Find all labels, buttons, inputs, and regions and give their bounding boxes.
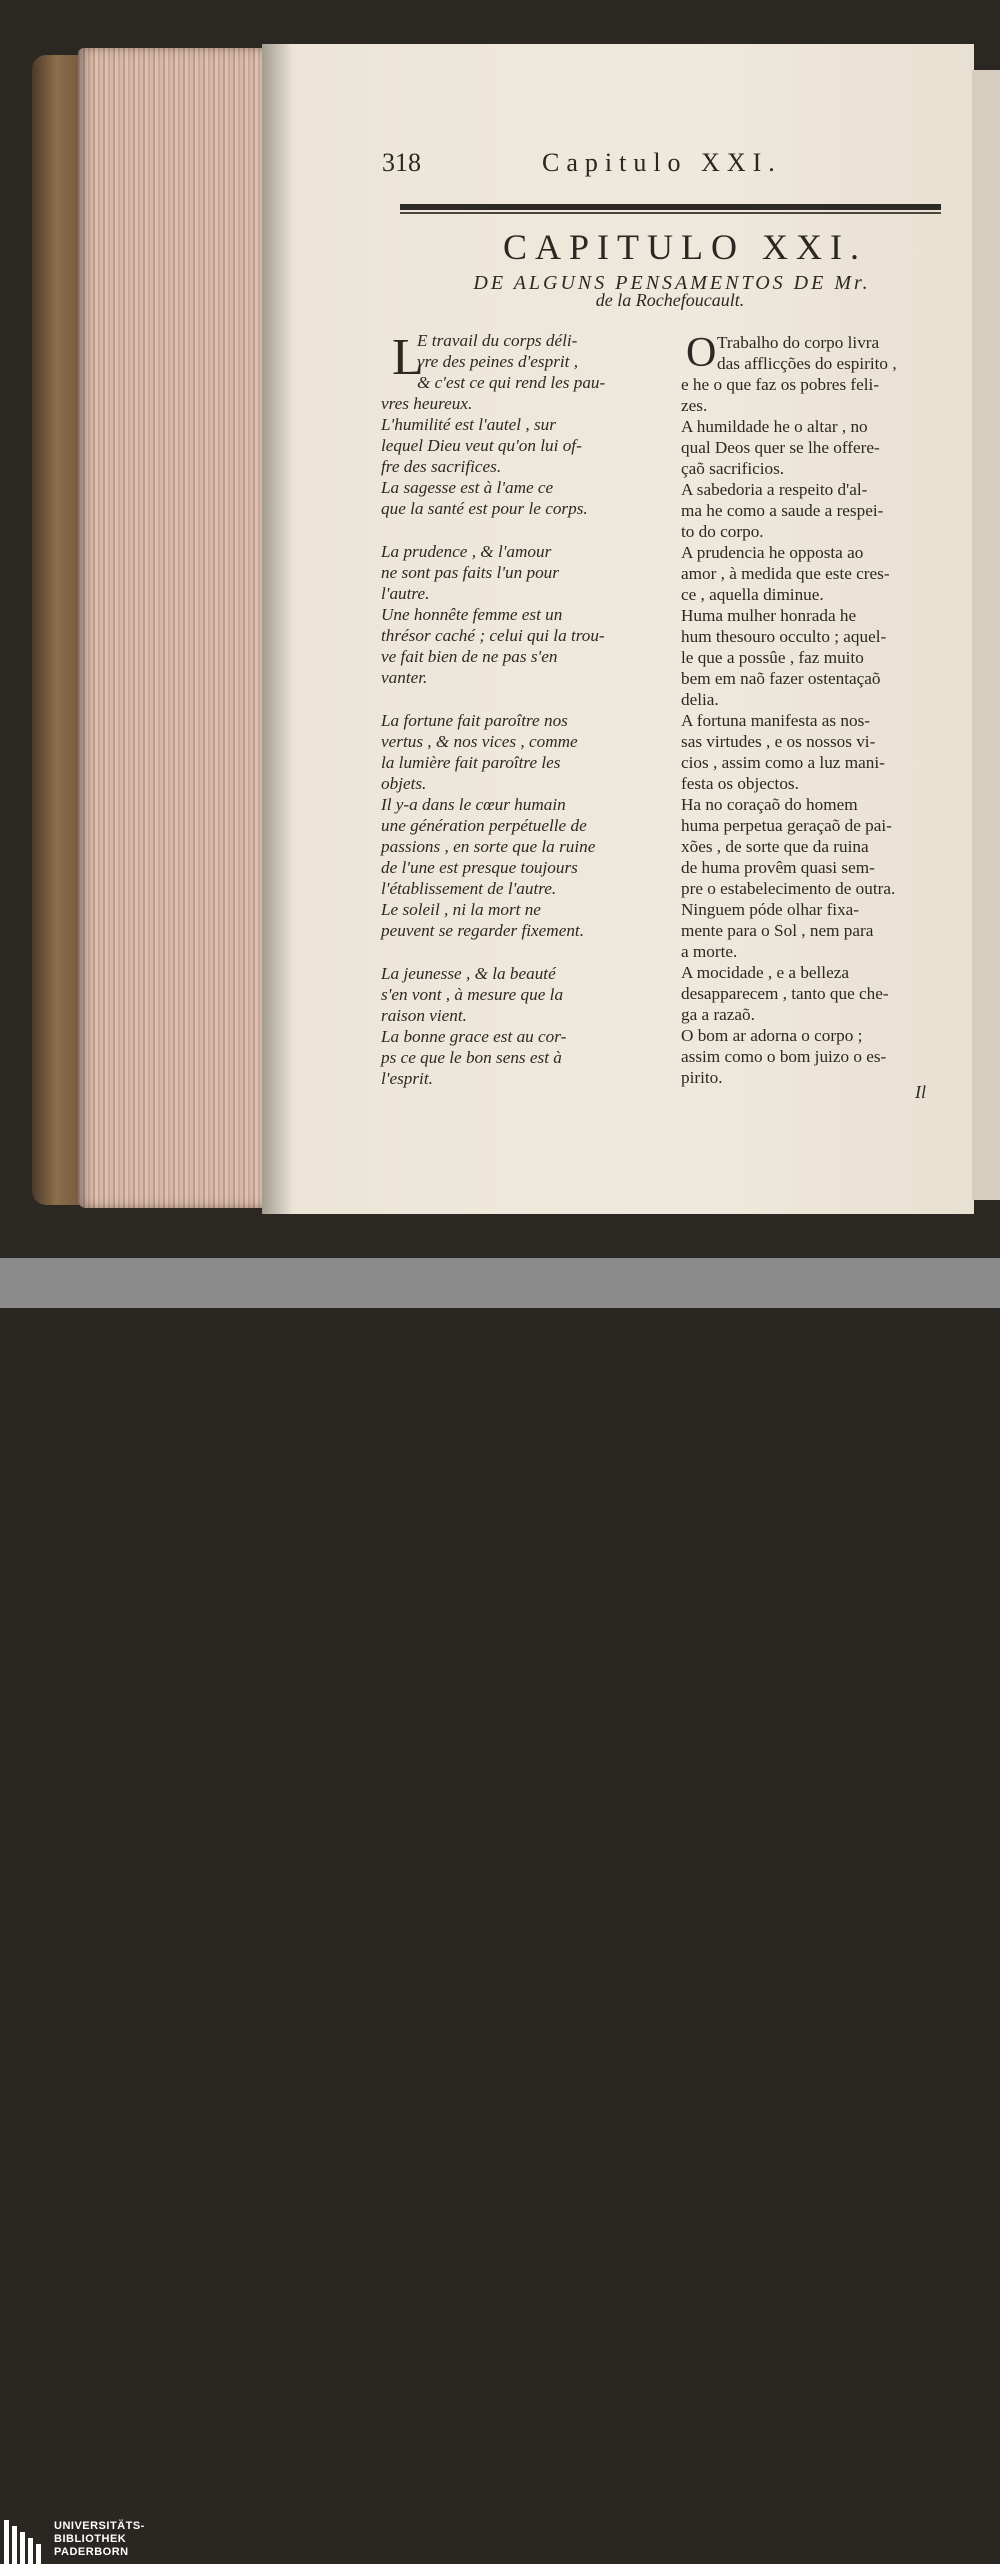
text-line: s'en vont , à mesure que la xyxy=(381,985,564,1004)
text-line: ve fait bien de ne pas s'en xyxy=(381,647,558,666)
text-line: vanter. xyxy=(381,668,428,687)
text-line: e he o que faz os pobres feli- xyxy=(681,375,880,394)
text-line: La prudence , & l'amour xyxy=(381,542,552,561)
text-line: thrésor caché ; celui qui la trou- xyxy=(381,626,605,645)
text-line: pirito. xyxy=(681,1068,723,1087)
chapter-subtitle: DE ALGUNS PENSAMENTOS DE Mr. xyxy=(473,272,871,294)
library-name xyxy=(54,2520,145,2559)
text-line: fre des sacrifices. xyxy=(381,457,502,476)
gutter-shadow xyxy=(262,44,292,1214)
text-line: La jeunesse , & la beauté xyxy=(381,964,556,983)
library-name-line3: PADERBORN xyxy=(54,2546,129,2558)
text-line: festa os objectos. xyxy=(681,774,799,793)
text-line: ga a razaõ. xyxy=(681,1005,755,1024)
text-line: La bonne grace est au cor- xyxy=(381,1027,567,1046)
facing-page-edge xyxy=(972,70,1000,1200)
portuguese-column xyxy=(681,332,945,1088)
text-line: vertus , & nos vices , comme xyxy=(381,732,578,751)
text-line: mente para o Sol , nem para xyxy=(681,921,874,940)
text-line: Huma mulher honrada he xyxy=(681,606,857,625)
text-line: sas virtudes , e os nossos vi- xyxy=(681,732,876,751)
text-line: O bom ar adorna o corpo ; xyxy=(681,1026,863,1045)
text-line: La sagesse est à l'ame ce xyxy=(381,478,554,497)
text-line: Une honnête femme est un xyxy=(381,605,563,624)
text-line: & c'est ce qui rend les pau- xyxy=(417,373,606,392)
text-line: cios , assim como a luz mani- xyxy=(681,753,885,772)
text-line: la lumière fait paroître les xyxy=(381,753,561,772)
text-line: vres heureux. xyxy=(381,394,473,413)
text-line: hum thesouro occulto ; aquel- xyxy=(681,627,887,646)
running-header xyxy=(382,148,942,180)
text-line: Le soleil , ni la mort ne xyxy=(381,900,541,919)
text-line: de l'une est presque toujours xyxy=(381,858,578,877)
text-line: une génération perpétuelle de xyxy=(381,816,587,835)
text-line: que la santé est pour le corps. xyxy=(381,499,588,518)
text-line: A fortuna manifesta as nos- xyxy=(681,711,871,730)
text-line: lequel Dieu veut qu'on lui of- xyxy=(381,436,582,455)
text-line: ma he como a saude a respei- xyxy=(681,501,884,520)
text-line: raison vient. xyxy=(381,1006,467,1025)
text-line: L'humilité est l'autel , sur xyxy=(381,415,556,434)
paragraph-gap xyxy=(381,941,663,963)
header-rule xyxy=(400,204,941,210)
paragraph-gap xyxy=(381,688,663,710)
text-line: delia. xyxy=(681,690,719,709)
text-line: to do corpo. xyxy=(681,522,764,541)
text-line: objets. xyxy=(381,774,427,793)
paragraph-gap xyxy=(381,519,663,541)
text-line: desapparecem , tanto que che- xyxy=(681,984,889,1003)
drop-cap-portuguese: O xyxy=(686,330,717,376)
text-line: l'autre. xyxy=(381,584,430,603)
text-line: vre des peines d'esprit , xyxy=(417,352,579,371)
chapter-title: CAPITULO XXI. xyxy=(503,227,867,267)
text-line: A prudencia he opposta ao xyxy=(681,543,864,562)
chapter-subtitle-author: de la Rochefoucault. xyxy=(595,290,745,310)
page-edges xyxy=(78,48,264,1208)
text-line: zes. xyxy=(681,396,708,415)
text-line: a morte. xyxy=(681,942,738,961)
text-line: A humildade he o altar , no xyxy=(681,417,868,436)
text-line: Ninguem póde olhar fixa- xyxy=(681,900,860,919)
text-line: assim como o bom juizo o es- xyxy=(681,1047,887,1066)
running-title: Capitulo XXI. xyxy=(542,148,782,177)
catchword: Il xyxy=(915,1082,926,1102)
text-line: huma perpetua geraçaõ de pai- xyxy=(681,816,892,835)
text-line: amor , à medida que este cres- xyxy=(681,564,890,583)
library-name-line2: BIBLIOTHEK xyxy=(54,2533,127,2545)
text-line: de huma provêm quasi sem- xyxy=(681,858,875,877)
french-column xyxy=(381,330,663,1089)
text-line: xões , de sorte que da ruina xyxy=(681,837,869,856)
text-line: passions , en sorte que la ruine xyxy=(381,837,596,856)
text-line: l'esprit. xyxy=(381,1069,433,1088)
library-footer xyxy=(0,1258,1000,2558)
library-logo-icon xyxy=(4,2520,46,2564)
text-line: ce , aquella diminue. xyxy=(681,585,824,604)
text-line: pre o estabelecimento de outra. xyxy=(681,879,896,898)
text-line: qual Deos quer se lhe offere- xyxy=(681,438,880,457)
text-line: A sabedoria a respeito d'al- xyxy=(681,480,868,499)
library-name-line1: UNIVERSITÄTS- xyxy=(54,2520,145,2532)
book-scan xyxy=(0,0,1000,1258)
text-line: Ha no coraçaõ do homem xyxy=(681,795,858,814)
text-line: A mocidade , e a belleza xyxy=(681,963,849,982)
text-line: E travail du corps déli- xyxy=(417,331,578,350)
drop-cap-french: L xyxy=(392,329,424,386)
text-line: Trabalho do corpo livra xyxy=(717,333,880,352)
text-line: das afflicções do espirito , xyxy=(717,354,897,373)
text-line: ps ce que le bon sens est à xyxy=(381,1048,562,1067)
header-rule-thin xyxy=(400,212,941,214)
text-line: La fortune fait paroître nos xyxy=(381,711,568,730)
text-line: çaõ sacrificios. xyxy=(681,459,785,478)
text-line: Il y-a dans le cœur humain xyxy=(381,795,566,814)
text-line: le que a possûe , faz muito xyxy=(681,648,864,667)
text-line: ne sont pas faits l'un pour xyxy=(381,563,559,582)
text-line: bem em naõ fazer ostentaçaõ xyxy=(681,669,881,688)
text-line: peuvent se regarder fixement. xyxy=(381,921,584,940)
text-line: l'établissement de l'autre. xyxy=(381,879,557,898)
page-number: 318 xyxy=(382,148,421,177)
